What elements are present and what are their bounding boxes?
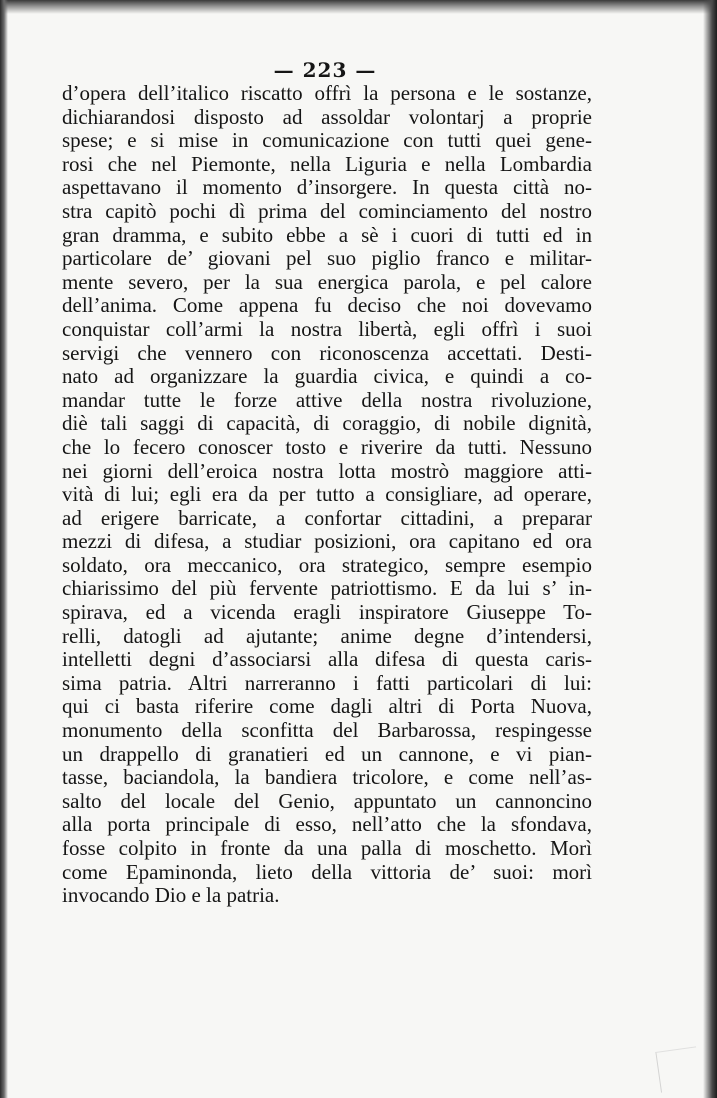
text-line: mezzi di difesa, a studiar posizioni, ora capitano ed ora	[62, 530, 592, 554]
text-line: aspettavano il momento d’insorgere. In questa città no-	[62, 176, 592, 200]
text-line: spese; e si mise in comunicazione con tutti quei gene-	[62, 129, 592, 153]
text-line: stra capitò pochi dì prima del cominciamento del nostro	[62, 199, 592, 223]
text-line: tasse, baciandola, la bandiera tricolore, e come nell’as-	[62, 766, 592, 790]
text-line: rosi che nel Piemonte, nella Liguria e nella Lombardia	[62, 152, 592, 176]
text-line: dichiarandosi disposto ad assoldar volontarj a proprie	[62, 105, 592, 129]
scan-edge-right	[703, 0, 717, 1098]
text-line: dell’anima. Come appena fu deciso che noi dovevamo	[62, 294, 592, 318]
text-line: alla porta principale di esso, nell’atto che la sfondava,	[62, 813, 592, 837]
text-line: mente severo, per la sua energica parola, e pel calore	[62, 270, 592, 294]
scan-edge-top	[0, 0, 717, 14]
text-line: ad erigere barricate, a confortar cittadini, a preparar	[62, 506, 592, 530]
text-line: particolare de’ giovani pel suo piglio franco e militar-	[62, 247, 592, 271]
body-text	[62, 82, 592, 908]
text-line: sima patria. Altri narreranno i fatti particolari di lui:	[62, 671, 592, 695]
text-line: diè tali saggi di capacità, di coraggio, di nobile dignità,	[62, 412, 592, 436]
text-line: gran dramma, e subito ebbe a sè i cuori di tutti ed in	[62, 223, 592, 247]
text-line: soldato, ora meccanico, ora strategico, sempre esempio	[62, 553, 592, 577]
text-line: fosse colpito in fronte da una palla di moschetto. Morì	[62, 837, 592, 860]
text-line: relli, datogli ad ajutante; anime degne d’intendersi,	[62, 624, 592, 648]
text-line: qui ci basta riferire come dagli altri di Porta Nuova,	[62, 695, 592, 719]
text-line: d’opera dell’italico riscatto offrì la persona e le sostanze,	[62, 82, 592, 105]
text-line: vità di lui; egli era da per tutto a consigliare, ad operare,	[62, 483, 592, 507]
text-line: intelletti degni d’associarsi alla difesa di questa caris-	[62, 648, 592, 672]
text-line: come Epaminonda, lieto della vittoria de’ suoi: morì	[62, 860, 592, 884]
text-line: servigi che vennero con riconoscenza accettati. Desti-	[62, 341, 592, 365]
text-line: salto del locale del Genio, appuntato un cannoncino	[62, 789, 592, 813]
text-line: nato ad organizzare la guardia civica, e quindi a co-	[62, 365, 592, 389]
text-line: mandar tutte le forze attive della nostra rivoluzione,	[62, 388, 592, 412]
text-line: conquistar coll’armi la nostra libertà, egli offrì i suoi	[62, 317, 592, 341]
text-line: nei giorni dell’eroica nostra lotta mostrò maggiore atti-	[62, 459, 592, 483]
scan-edge-left	[0, 0, 8, 1098]
text-line: chiarissimo del più fervente patriottismo. E da lui s’ in-	[62, 577, 592, 601]
text-line-last: invocando Dio e la patria.	[62, 884, 280, 908]
page-number: — 223 —	[273, 58, 377, 82]
text-line: un drappello di granatieri ed un cannone, e vi pian-	[62, 742, 592, 766]
page-corner-fold	[655, 1046, 701, 1092]
text-line: che lo fecero conoscer tosto e riverire da tutti. Nessuno	[62, 435, 592, 459]
text-line: spirava, ed a vicenda eragli inspiratore Giuseppe To-	[62, 601, 592, 625]
text-line: monumento della sconfitta del Barbarossa, respingesse	[62, 719, 592, 743]
